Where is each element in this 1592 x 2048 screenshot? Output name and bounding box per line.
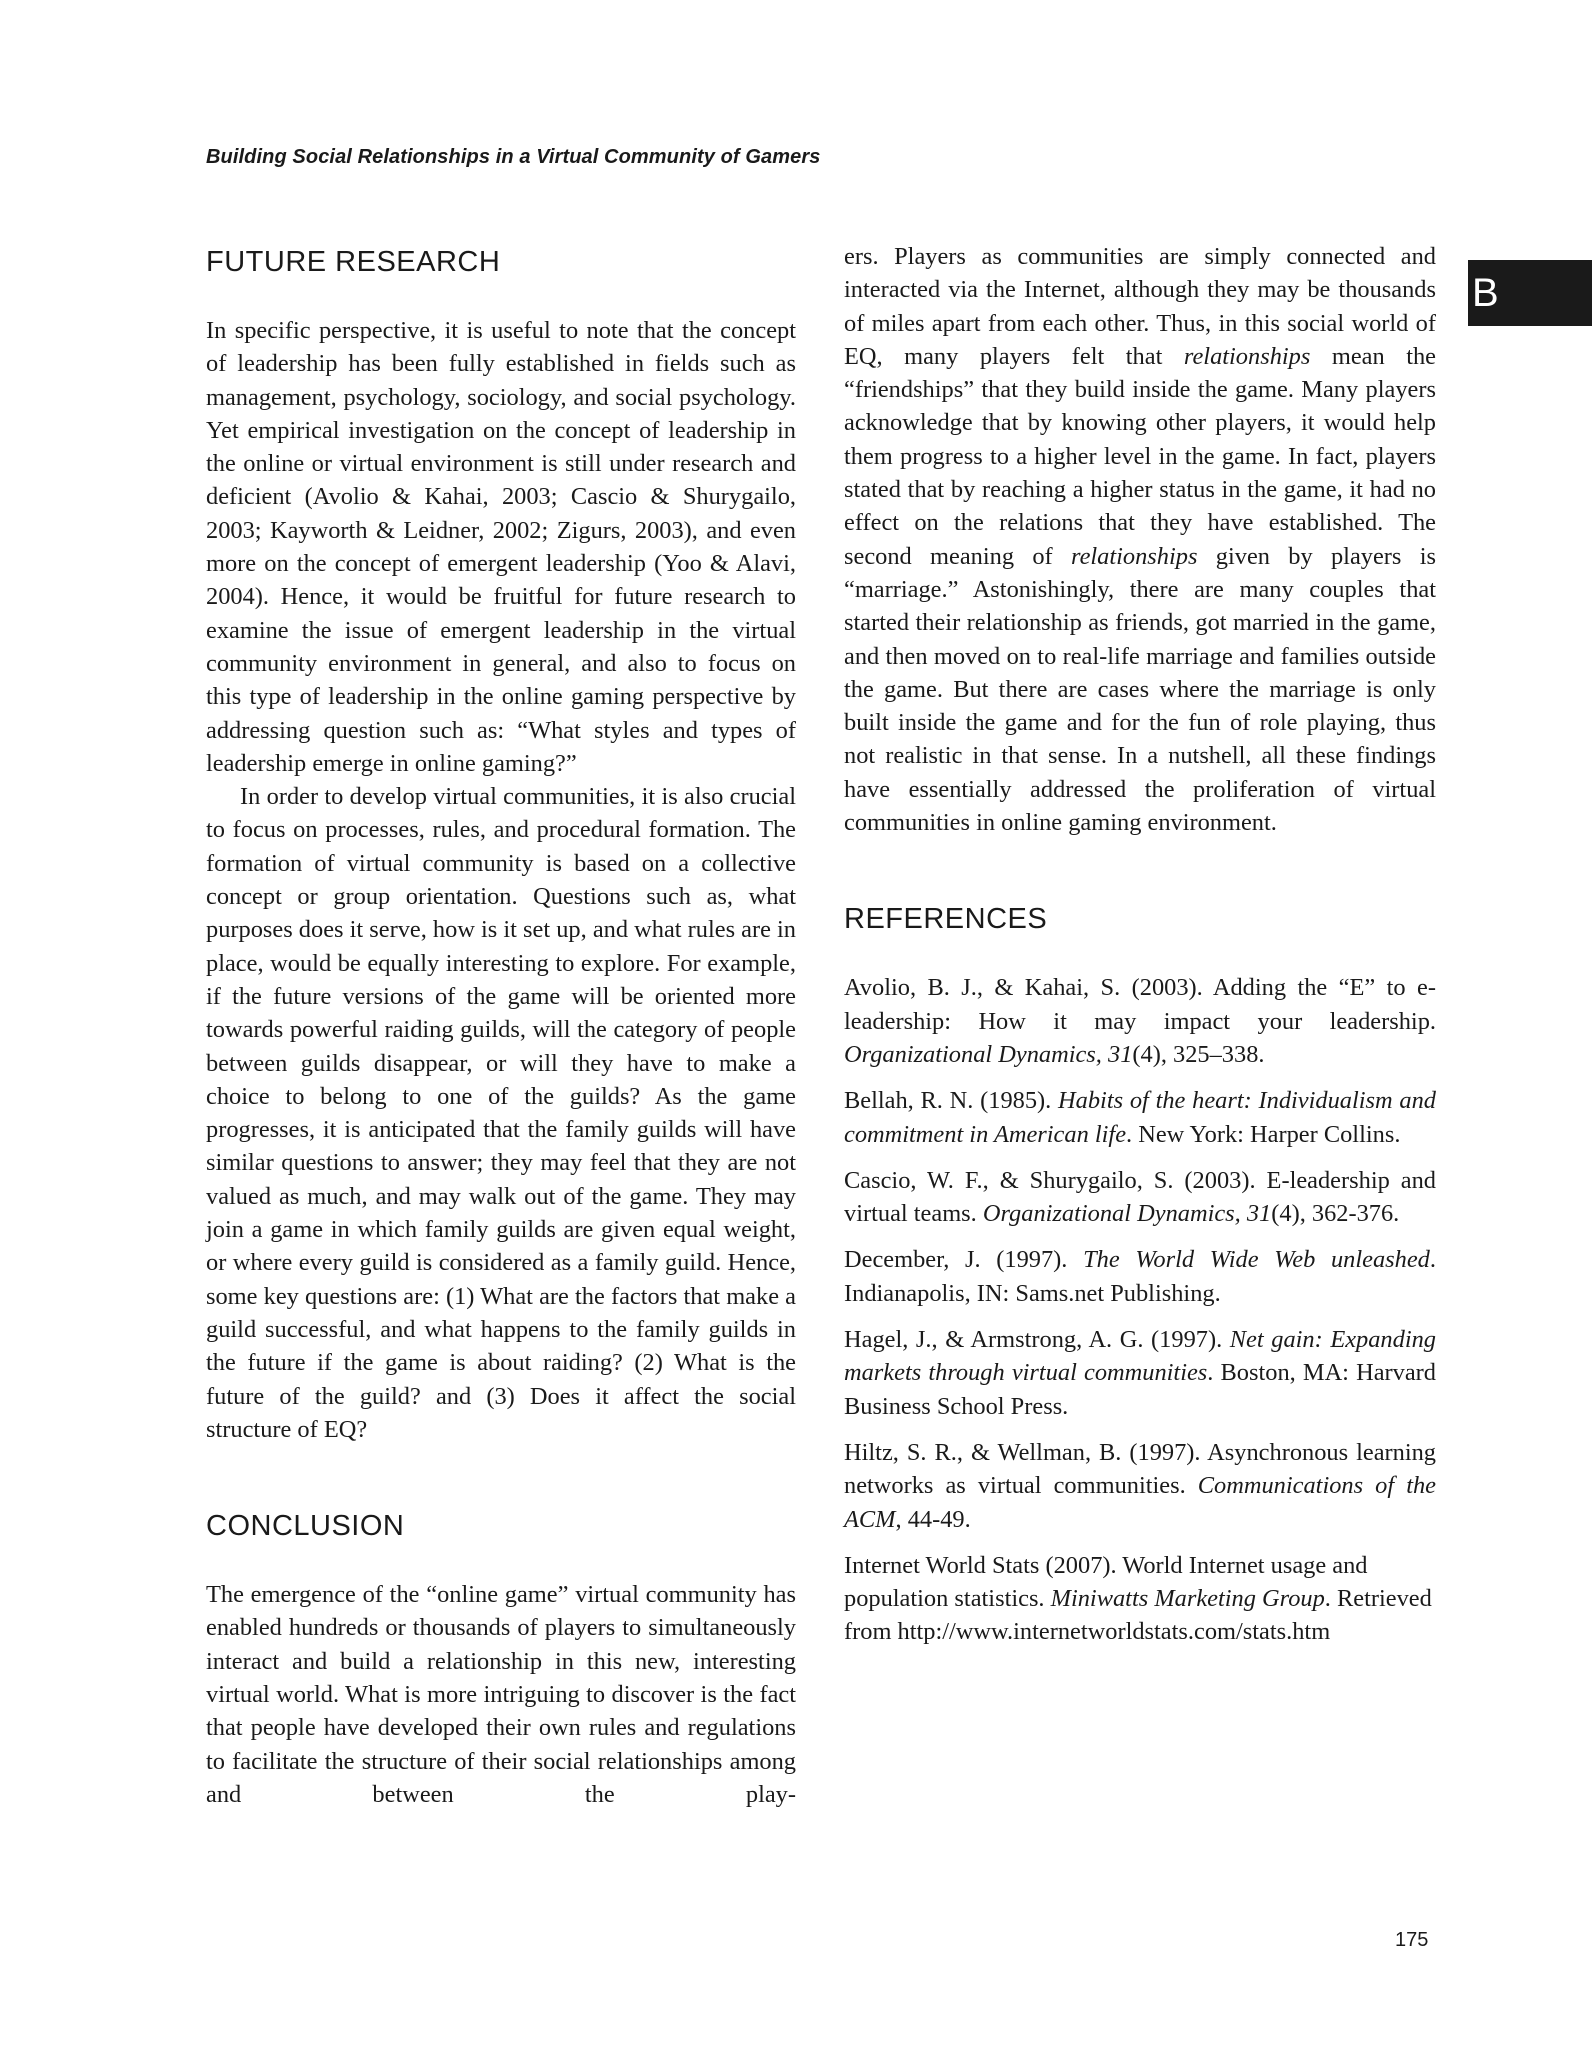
reference-italic: Habits of the heart: Individualism and commitment in American life bbox=[844, 1087, 1437, 1148]
conclusion-text-c: given by players is “marriage.” Astonishingly, there are many couples that started their relationship as friends, got married in the game, and then moved on to real-life marriage and families outside the game. But there are cases where the marriage is only built inside the game and for the fun of role playing, thus not realistic in that sense. In a nutshell, all these findings have essentially addressed the proliferation of virtual communities in online gaming environment. bbox=[844, 542, 1437, 837]
conclusion-text-b: mean the “friendships” that they build inside the game. Many players acknowledge that by knowing other players, it would help them progress to a higher level in the game. In fact, players stated that by reaching a higher status in the game, it had no effect on the relations that they have established. The second meaning of bbox=[844, 342, 1437, 570]
running-header: Building Social Relationships in a Virtual Community of Gamers bbox=[206, 146, 821, 168]
reference-italic: Miniwatts Marketing Group bbox=[1050, 1585, 1325, 1613]
term-relationships-2: relationships bbox=[1070, 542, 1198, 570]
reference-item bbox=[844, 1436, 1436, 1536]
reference-text: Hagel, J., & Armstrong, A. G. (1997). bbox=[844, 1326, 1230, 1354]
right-column bbox=[844, 240, 1436, 1662]
reference-item bbox=[844, 1084, 1436, 1151]
left-column bbox=[206, 240, 796, 1811]
reference-item bbox=[844, 971, 1436, 1071]
reference-text: (4), 362-376. bbox=[1271, 1200, 1400, 1228]
reference-text: , 44-49. bbox=[895, 1505, 971, 1533]
term-relationships-1: relationships bbox=[1183, 342, 1311, 370]
reference-item bbox=[844, 1243, 1436, 1310]
reference-text: . Boston, MA: Harvard Business School Press. bbox=[844, 1359, 1436, 1420]
reference-text: . Indianapolis, IN: Sams.net Publishing. bbox=[844, 1246, 1436, 1307]
reference-item bbox=[844, 1323, 1436, 1423]
reference-text: Cascio, W. F., & Shurygailo, S. (2003). E-leadership and virtual teams. bbox=[844, 1166, 1436, 1228]
section-tab: B bbox=[1468, 260, 1592, 326]
future-research-paragraph-1: In specific perspective, it is useful to note that the concept of leadership has been fully established in fields such as management, psychology, sociology, and social psychology. Yet empirical investigation on the concept of leadership in the online or virtual environment is still under research and deficient (Avolio & Kahai, 2003; Cascio & Shurygailo, 2003; Kayworth & Leidner, 2002; Zigurs, 2003), and even more on the concept of emergent leadership (Yoo & Alavi, 2004). Hence, it would be fruitful for future research to examine the issue of emergent leadership in the virtual community environment in general, and also to focus on this type of leadership in the online gaming perspective by addressing question such as: “What styles and types of leadership emerge in online gaming?” bbox=[206, 317, 796, 777]
reference-text: . Retrieved from http://www.internetworldstats.com/stats.htm bbox=[844, 1585, 1432, 1646]
reference-text: Bellah, R. N. (1985). bbox=[844, 1087, 1059, 1115]
reference-text: (4), 325–338. bbox=[1132, 1040, 1265, 1068]
conclusion-heading: CONCLUSION bbox=[206, 1510, 405, 1543]
reference-italic: Organizational Dynamics, 31 bbox=[982, 1200, 1272, 1228]
reference-italic: The World Wide Web unleashed bbox=[1083, 1246, 1430, 1274]
conclusion-text-a: ers. Players as communities are simply connected and interacted via the Internet, although they may be thousands of miles apart from each other. Thus, in this social world of EQ, many players felt that bbox=[844, 243, 1436, 370]
conclusion-paragraph: The emergence of the “online game” virtual community has enabled hundreds or thousands of players to simultaneously interact and build a relationship in this new, interesting virtual world. What is more intriguing to discover is the fact that people have developed their own rules and regulations to facilitate the structure of their social relationships among and between the play- bbox=[206, 1581, 796, 1808]
reference-item bbox=[844, 1549, 1436, 1649]
reference-text: Avolio, B. J., & Kahai, S. (2003). Adding the “E” to e-leadership: How it may impact your leadership. bbox=[844, 974, 1436, 1035]
page-number: 175 bbox=[1395, 1929, 1429, 1951]
reference-text: Hiltz, S. R., & Wellman, B. (1997). Asynchronous learning networks as virtual communities. bbox=[844, 1438, 1436, 1500]
reference-list bbox=[844, 971, 1436, 1648]
reference-italic: Communications of the ACM bbox=[844, 1472, 1436, 1533]
reference-italic: Net gain: Expanding markets through virtual communities bbox=[844, 1326, 1436, 1387]
reference-text: Internet World Stats (2007). World Internet usage and population statistics. bbox=[844, 1551, 1368, 1613]
reference-item bbox=[844, 1164, 1436, 1231]
reference-text: December, J. (1997). bbox=[844, 1246, 1084, 1274]
future-research-heading: FUTURE RESEARCH bbox=[206, 246, 501, 278]
references-heading: REFERENCES bbox=[844, 903, 1048, 936]
reference-italic: Organizational Dynamics, 31 bbox=[844, 1040, 1133, 1068]
conclusion-paragraph-continued bbox=[844, 240, 1436, 839]
future-research-paragraph-2: In order to develop virtual communities, it is also crucial to focus on processes, rules, and procedural formation. The formation of virtual community is based on a collective concept or group orientation. Questions such as, what purposes does it serve, how is it set up, and what rules are in place, would be equally interesting to explore. For example, if the future versions of the game will be oriented more towards powerful raiding guilds, will the category of people between guilds disappear, or will they have to make a choice to belong to one of the guilds? As the game progresses, it is anticipated that the family guilds will have similar questions to answer; they may feel that they are not valued as much, and may walk out of the game. They may join a game in which family guilds are given equal weight, or where every guild is considered as a family guild. Hence, some key questions are: (1) What are the factors that make a guild successful, and what happens to the family guilds in the future if the game is about raiding? (2) What is the future of the guild? and (3) Does it affect the social structure of EQ? bbox=[206, 783, 796, 1443]
reference-text: . New York: Harper Collins. bbox=[1126, 1120, 1401, 1148]
